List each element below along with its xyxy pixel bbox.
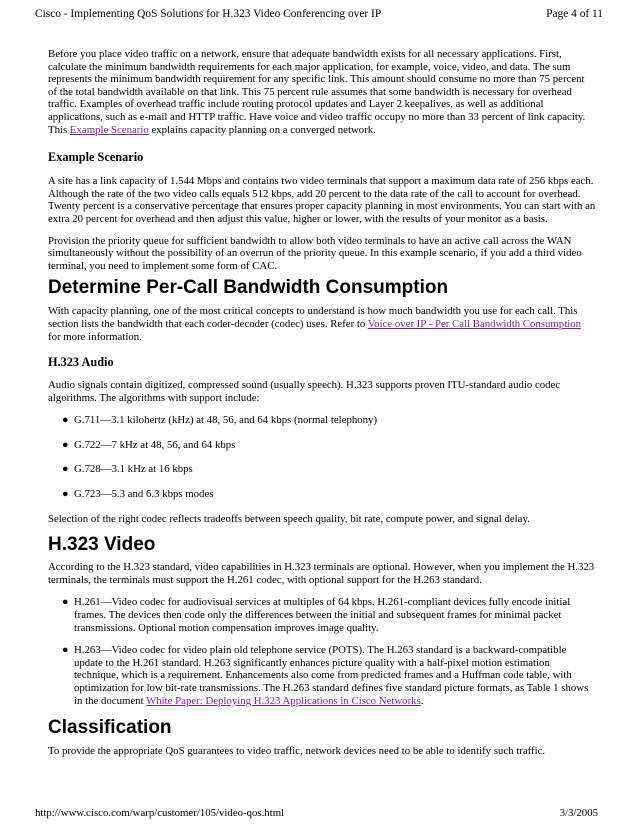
bullet-icon: ● <box>62 414 69 427</box>
document-title: Cisco - Implementing QoS Solutions for H.323 Video Conferencing over IP <box>35 8 382 20</box>
bullet-icon: ● <box>62 438 69 451</box>
list-item: ● G.723—5.3 and 6.3 kbps modes <box>62 488 214 501</box>
list-item: ● G.711—3.1 kilohertz (kHz) at 48, 56, and 64 kbps (normal telephony) <box>62 414 378 427</box>
h323-video-heading: H.323 Video <box>48 534 156 556</box>
bandwidth-paragraph: Before you place video traffic on a network, ensure that adequate bandwidth exists for all necessary applications. First, calculate the minimum bandwidth requirements for each major application, for example, voice, video, and data. The sum represents the minimum bandwidth requirement for any specific link. This amount should consume no more than 75 percent of the total bandwidth available on that link. This 75 percent rule assumes that some bandwidth is necessary for overhead traffic. Examples of overhead traffic include routing protocol updates and Layer 2 keepalives, as well as additional applications, such as e-mail and HTTP traffic. Have voice and video traffic occupy no more than 33 percent of link capacity. This Example Scenario explains capacity planning on a converged network. <box>48 48 586 136</box>
classification-heading: Classification <box>48 717 172 739</box>
list-item: ● G.722—7 kHz at 48, 56, and 64 kbps <box>62 438 236 451</box>
page-number: Page 4 of 11 <box>546 8 603 20</box>
example-scenario-paragraph-1: A site has a link capacity of 1.544 Mbps and contains two video terminals that support a maximum data rate of 256 kbps each. Although the rate of the two video calls equals 512 kbps, add 20 percent to the data rate of the call to account for overhead. Twenty percent is a conservative percentage that ensures proper capacity planning in most environments. You can start with an extra 20 percent for overhead and then adjust this value, higher or lower, with the results of your monitor as a basis. <box>48 175 596 225</box>
video-codec-list <box>48 596 596 707</box>
white-paper-link[interactable]: White Paper: Deploying H.323 Applications in Cisco Networks <box>146 694 421 707</box>
document-body <box>48 48 596 758</box>
page-footer <box>35 806 598 820</box>
bullet-icon: ● <box>62 644 69 657</box>
list-item: ● H.261—Video codec for audiovisual services at multiples of 64 kbps. H.261-compliant devices fully encode initial frames. The devices then code only the differences between the initial and subsequent frames for minimal packet transmissions. Optional motion compensation improves image quality. <box>62 596 571 634</box>
bullet-icon: ● <box>62 488 69 501</box>
codec-selection-paragraph: Selection of the right codec reflects tradeoffs between speech quality, bit rate, compute power, and signal delay. <box>48 512 530 525</box>
page-header <box>35 6 603 22</box>
print-date: 3/3/2005 <box>559 807 598 819</box>
bullet-icon: ● <box>62 463 69 476</box>
per-call-paragraph: With capacity planning, one of the most critical concepts to understand is how much bandwidth you use for each call. This section lists the bandwidth that each coder-decoder (codec) uses. Refer to Voice over IP - Per Call Bandwidth Consumption for more information. <box>48 305 582 343</box>
h323-audio-heading: H.323 Audio <box>48 355 114 370</box>
list-item: ● G.728—3.1 kHz at 16 kbps <box>62 463 193 476</box>
per-call-bandwidth-heading: Determine Per-Call Bandwidth Consumption <box>48 277 449 299</box>
audio-codec-list <box>48 414 596 500</box>
classification-paragraph: To provide the appropriate QoS guarantees to video traffic, network devices need to be able to identify such traffic. <box>48 745 546 758</box>
example-scenario-paragraph-2: Provision the priority queue for sufficient bandwidth to allow both video terminals to have an active call across the WAN simultaneously without the possibility of an overrun of the priority queue. In this example scenario, if you add a third video terminal, you need to implement some form of CAC. <box>48 234 582 272</box>
page-url: http://www.cisco.com/warp/customer/105/video-qos.html <box>35 807 285 819</box>
bullet-icon: ● <box>62 596 69 609</box>
list-item: ● H.263—Video codec for video plain old telephone service (POTS). The H.263 standard is a backward-compatible update to the H.261 standard. H.263 significantly enhances picture quality with a half-pixel motion estimation technique, which is a requirement. Enhancements also come from predicted frames and a Huffman code table, with optimization for low bit-rate transmissions. The H.263 standard defines five standard picture formats, as Table 1 shows in the document White Paper: Deploying H.323 Applications in Cisco Networks. <box>62 644 589 707</box>
audio-intro-paragraph: Audio signals contain digitized, compressed sound (usually speech). H.323 supports proven ITU-standard audio codec algorithms. The algorithms with support include: <box>48 379 561 404</box>
example-scenario-link[interactable]: Example Scenario <box>69 123 149 136</box>
video-intro-paragraph: According to the H.323 standard, video capabilities in H.323 terminals are optional. However, when you implement the H.323 terminals, the terminals must support the H.261 codec, with optional support for the H.263 standard. <box>48 561 595 586</box>
example-scenario-heading: Example Scenario <box>48 150 144 165</box>
voip-per-call-bandwidth-link[interactable]: Voice over IP - Per Call Bandwidth Consumption <box>367 317 582 330</box>
